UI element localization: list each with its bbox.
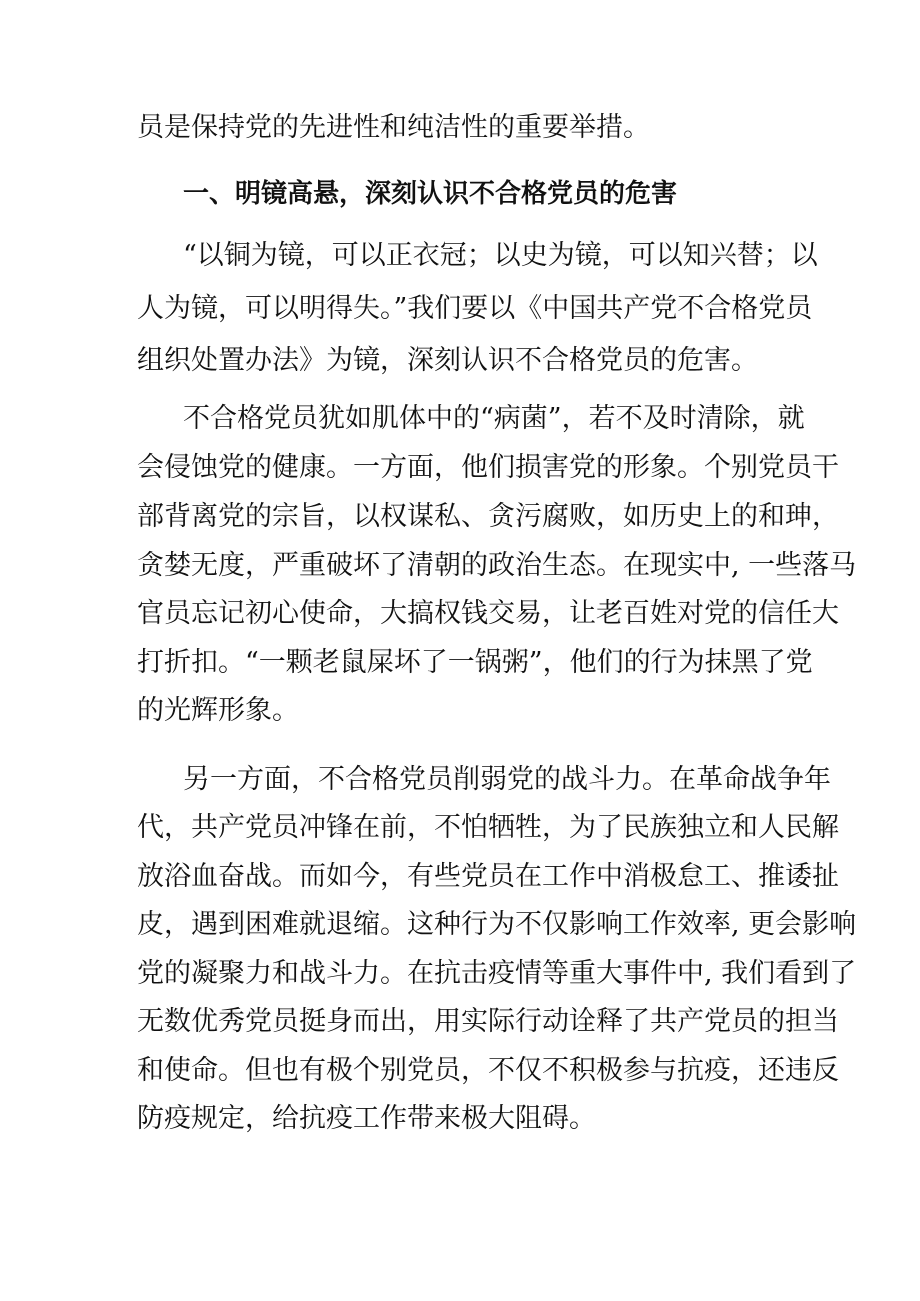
text-line: 官员忘记初心使命，大搞权钱交易，让老百姓对党的信任大 — [137, 598, 839, 629]
text-line: 皮，遇到困难就退缩。这种行为不仅影响工作效率, 更会影响 — [137, 909, 857, 940]
text-line: 党的凝聚力和战斗力。在抗击疫情等重大事件中, 我们看到了 — [137, 958, 857, 989]
text-line: 会侵蚀党的健康。一方面，他们损害党的形象。个别党员干 — [137, 452, 839, 483]
text-line: 代，共产党员冲锋在前，不怕牺牲，为了民族独立和人民解 — [137, 812, 839, 843]
text-line: 放浴血奋战。而如今，有些党员在工作中消极怠工、推诿扯 — [137, 861, 839, 892]
section-heading: 一、明镜高悬，深刻认识不合格党员的危害 — [183, 179, 678, 209]
text-line: 贪婪无度，严重破坏了清朝的政治生态。在现实中, 一些落马 — [137, 550, 857, 581]
text-line: 另一方面，不合格党员削弱党的战斗力。在革命战争年 — [183, 764, 831, 795]
text-line: “以铜为镜，可以正衣冠；以史为镜，可以知兴替；以 — [183, 240, 818, 271]
text-line: 无数优秀党员挺身而出，用实际行动诠释了共产党员的担当 — [137, 1006, 839, 1037]
text-line: 防疫规定，给抗疫工作带来极大阻碍。 — [137, 1103, 596, 1134]
text-line: 组织处置办法》为镜，深刻认识不合格党员的危害。 — [137, 345, 758, 376]
text-line: 的光辉形象。 — [137, 695, 299, 726]
text-line: 人为镜，可以明得失。”我们要以《中国共产党不合格党员 — [137, 293, 813, 324]
text-line: 打折扣。“一颗老鼠屎坏了一锅粥”，他们的行为抹黑了党 — [137, 647, 813, 678]
text-line: 员是保持党的先进性和纯洁性的重要举措。 — [137, 112, 650, 143]
text-line: 不合格党员犹如肌体中的“病菌”，若不及时清除，就 — [183, 403, 805, 434]
text-line: 部背离党的宗旨，以权谋私、贪污腐败，如历史上的和珅， — [137, 501, 839, 532]
text-line: 和使命。但也有极个别党员，不仅不积极参与抗疫，还违反 — [137, 1055, 839, 1086]
